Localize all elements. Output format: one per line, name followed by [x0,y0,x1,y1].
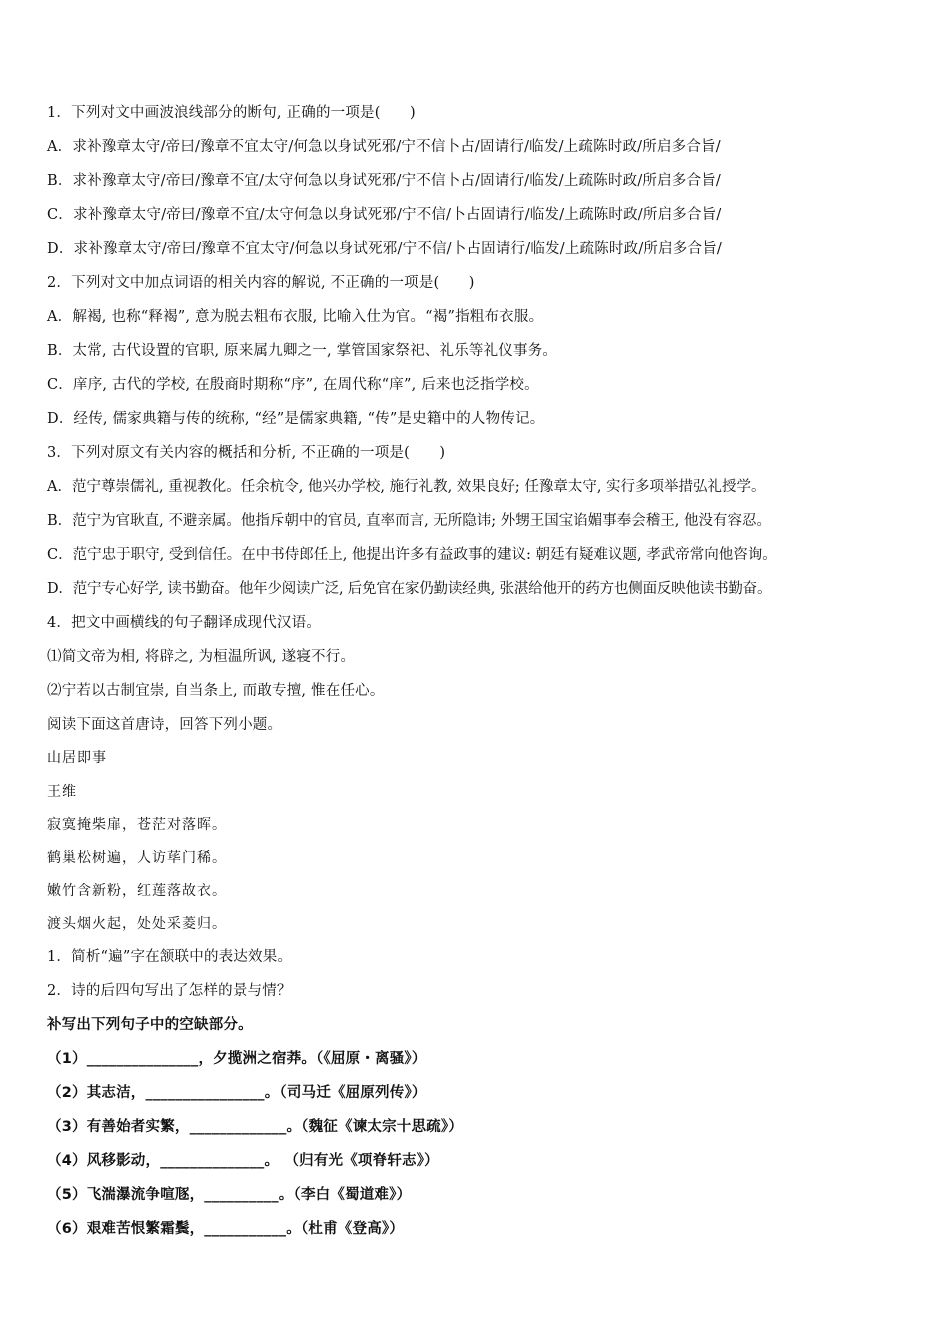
poem-line-1: 寂寞掩柴扉，苍茫对落晖。 [47,817,227,833]
poem-line-4: 渡头烟火起，处处采菱归。 [47,916,227,932]
poem-line-2: 鹤巢松树遍，人访荜门稀。 [47,850,227,866]
question-1-stem: 1．下列对文中画波浪线部分的断句, 正确的一项是( ) [47,105,416,121]
question-4-stem: 4．把文中画横线的句子翻译成现代汉语。 [47,615,322,631]
poem-question-2: 2．诗的后四句写出了怎样的景与情？ [47,983,292,999]
question-2-stem: 2．下列对文中加点词语的相关内容的解说, 不正确的一项是( ) [47,275,475,291]
poem-author: 王维 [47,784,77,800]
fill-item-4: （4）风移影动，______________。 （归有光《项脊轩志》） [47,1153,439,1169]
question-2-option-d: D．经传, 儒家典籍与传的统称, “经”是儒家典籍, “传”是史籍中的人物传记。 [47,411,545,427]
fill-item-3: （3）有善始者实繁，_____________。（魏征《谏太宗十思疏》） [47,1119,464,1135]
fill-section-heading: 补写出下列句子中的空缺部分。 [47,1017,253,1033]
question-2-option-b: B．太常, 古代设置的官职, 原来属九卿之一, 掌管国家祭祀、礼乐等礼仪事务。 [47,343,558,359]
fill-item-5: （5）飞湍瀑流争喧豗，__________。（李白《蜀道难》） [47,1187,412,1203]
poem-title: 山居即事 [47,750,107,766]
fill-item-6: （6）艰难苦恨繁霜鬓，___________。（杜甫《登高》） [47,1221,405,1237]
question-1-option-a: A．求补豫章太守/帝曰/豫章不宜太守/何急以身试死邪/宁不信卜占/固请行/临发/上疏陈时政/所启多合旨/ [47,139,721,155]
question-3-stem: 3．下列对原文有关内容的概括和分析, 不正确的一项是( ) [47,445,446,461]
question-1-option-c: C．求补豫章太守/帝曰/豫章不宜/太守何急以身试死邪/宁不信/卜占固请行/临发/上疏陈时政/所启多合旨/ [47,207,722,223]
question-4-sentence-2: ⑵宁若以古制宜崇, 自当条上, 而敢专擅, 惟在任心。 [47,683,385,699]
fill-item-2: （2）其志洁，________________。（司马迁《屈原列传》） [47,1085,427,1101]
question-3-option-b: B．范宁为官耿直, 不避亲属。他指斥朝中的官员, 直率而言, 无所隐讳; 外甥王国宝谄媚事奉会稽王, 他没有容忍。 [47,513,772,529]
poem-line-3: 嫩竹含新粉，红莲落故衣。 [47,883,227,899]
question-3-option-c: C．范宁忠于职守, 受到信任。在中书侍郎任上, 他提出许多有益政事的建议: 朝廷有疑难议题, 孝武帝常向他咨询。 [47,547,777,563]
question-1-option-b: B．求补豫章太守/帝曰/豫章不宜/太守何急以身试死邪/宁不信卜占/固请行/临发/上疏陈时政/所启多合旨/ [47,173,722,189]
question-1-option-d: D．求补豫章太守/帝曰/豫章不宜太守/何急以身试死邪/宁不信/卜占固请行/临发/上疏陈时政/所启多合旨/ [47,241,722,257]
fill-item-1: （1）_______________，夕揽洲之宿莽。（《屈原・离骚》） [47,1051,427,1067]
question-2-option-a: A．解褐, 也称“释褐”, 意为脱去粗布衣服, 比喻入仕为官。“褐”指粗布衣服。 [47,309,544,325]
question-3-option-a: A．范宁尊崇儒礼, 重视教化。任余杭令, 他兴办学校, 施行礼教, 效果良好; 任豫章太守, 实行多项举措弘礼授学。 [47,479,766,495]
question-4-sentence-1: ⑴简文帝为相, 将辟之, 为桓温所讽, 遂寝不行。 [47,649,356,665]
poem-intro: 阅读下面这首唐诗，回答下列小题。 [47,717,283,733]
question-3-option-d: D．范宁专心好学, 读书勤奋。他年少阅读广泛, 后免官在家仍勤读经典, 张湛给他开的药方也侧面反映他读书勤奋。 [47,581,772,597]
poem-question-1: 1．简析“遍”字在颔联中的表达效果。 [47,949,293,965]
question-2-option-c: C．庠序, 古代的学校, 在殷商时期称“序”, 在周代称“庠”, 后来也泛指学校。 [47,377,539,393]
